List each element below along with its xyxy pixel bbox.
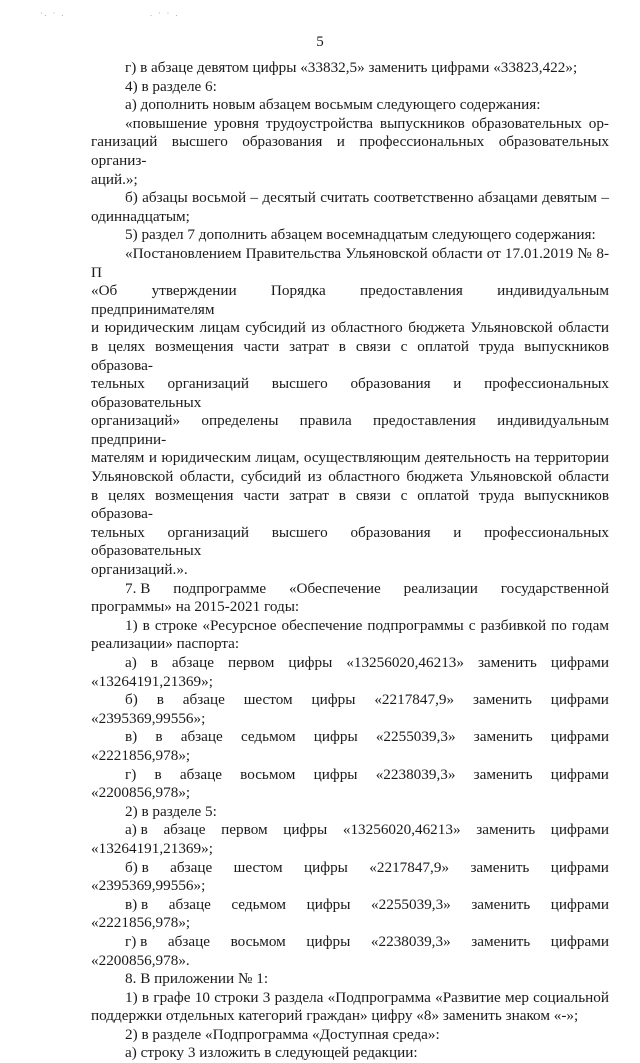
word: абзаце bbox=[170, 858, 213, 876]
text-line: а) строку 3 изложить в следующей редакции: bbox=[125, 1044, 418, 1062]
text-line: 2) в разделе 5: bbox=[125, 802, 217, 820]
word: цифры bbox=[313, 765, 358, 783]
word: цифрами bbox=[550, 895, 609, 913]
word: заменить bbox=[471, 932, 531, 950]
text-line-spread bbox=[91, 654, 609, 673]
word: «13256020,46213» bbox=[346, 654, 464, 671]
word: г) в bbox=[125, 932, 148, 950]
text-line: «2221856,978»; bbox=[91, 914, 191, 932]
word: цифрами bbox=[550, 858, 609, 876]
word: в bbox=[155, 728, 163, 746]
word: в bbox=[154, 765, 162, 783]
word: абзаце bbox=[168, 895, 211, 913]
word: первом bbox=[227, 654, 275, 671]
text-line: «2395369,99556»; bbox=[91, 709, 206, 727]
text-line-spread bbox=[91, 896, 609, 915]
word: цифры bbox=[313, 728, 358, 746]
word: шестом bbox=[243, 691, 293, 709]
word: абзаце bbox=[180, 728, 223, 746]
word: цифрами bbox=[550, 654, 609, 671]
word: б) bbox=[125, 691, 138, 709]
word: первом bbox=[221, 821, 268, 839]
text-line-spread bbox=[91, 821, 609, 840]
text-line: организаций.». bbox=[91, 561, 188, 579]
text-line: «2221856,978»; bbox=[91, 746, 191, 764]
text-line: б) абзацы восьмой – десятый считать соответственно абзацами девятым – bbox=[125, 189, 609, 207]
scan-mark-left: ·. · . bbox=[40, 9, 66, 18]
word: цифрами bbox=[550, 821, 609, 839]
word: седьмом bbox=[231, 895, 287, 913]
word: цифрами bbox=[550, 691, 609, 709]
word: цифры bbox=[283, 821, 328, 839]
word: а) bbox=[125, 654, 137, 671]
word: «Обеспечение bbox=[288, 579, 381, 597]
word: цифры bbox=[288, 654, 333, 671]
word: «2238039,3» bbox=[375, 765, 456, 783]
text-line: 5) раздел 7 дополнить абзацем восемнадцатым следующего содержания: bbox=[125, 226, 596, 244]
text-line: и юридическим лицам субсидий из областного бюджета Ульяновской области bbox=[91, 319, 609, 337]
word: в bbox=[150, 654, 158, 671]
word: восьмом bbox=[230, 932, 286, 950]
word: «2217847,9» bbox=[374, 691, 455, 709]
word: заменить bbox=[471, 895, 531, 913]
text-line: «Постановлением Правительства Ульяновской области от 17.01.2019 № 8-П bbox=[91, 244, 609, 281]
text-line: 1) в графе 10 строки 3 раздела «Подпрограмма «Развитие мер социальной bbox=[125, 988, 609, 1006]
word: абзаце bbox=[171, 654, 214, 671]
word: абзаце bbox=[179, 765, 222, 783]
word: б) в bbox=[125, 858, 149, 876]
word: цифры bbox=[303, 858, 348, 876]
word: абзаце bbox=[163, 821, 206, 839]
text-line: а) дополнить новым абзацем восьмым следующего содержания: bbox=[125, 96, 541, 114]
word: «2255039,3» bbox=[375, 728, 456, 746]
text-line: мателям и юридическим лицам, осуществляющим деятельность на территории bbox=[91, 449, 609, 467]
page-number: 5 bbox=[316, 34, 324, 50]
word: а) в bbox=[125, 821, 148, 839]
word: седьмом bbox=[240, 728, 296, 746]
text-line: г) в абзаце девятом цифры «33832,5» заменить цифрами «33823,422»; bbox=[125, 59, 578, 76]
word: цифрами bbox=[550, 765, 609, 783]
word: «2255039,3» bbox=[371, 895, 451, 913]
text-line: «13264191,21369»; bbox=[91, 839, 213, 857]
text-line: одиннадцатым; bbox=[91, 207, 190, 225]
word: заменить bbox=[473, 765, 533, 783]
text-line: 8. В приложении № 1: bbox=[125, 970, 269, 988]
word: абзаце bbox=[182, 691, 225, 709]
word: цифры bbox=[311, 691, 356, 709]
text-line: 2) в разделе «Подпрограмма «Доступная среда»: bbox=[125, 1025, 440, 1043]
word: 7. В bbox=[125, 579, 151, 597]
text-line: 1) в строке «Ресурсное обеспечение подпрограммы с разбивкой по годам bbox=[125, 616, 609, 634]
word: цифрами bbox=[550, 728, 609, 746]
word: «13256020,46213» bbox=[342, 821, 461, 839]
text-line-spread bbox=[91, 580, 609, 599]
text-line: «повышение уровня трудоустройства выпускников образовательных ор- bbox=[125, 114, 609, 132]
word: подпрограмме bbox=[173, 579, 267, 597]
word: шестом bbox=[233, 858, 283, 876]
word: цифры bbox=[306, 895, 351, 913]
text-line: тельных организаций высшего образования и профессиональных образовательных bbox=[91, 375, 609, 411]
word: «2238039,3» bbox=[370, 932, 451, 950]
word: в bbox=[156, 691, 164, 709]
text-line: в целях возмещения части затрат в связи с оплатой труда выпускников образова- bbox=[91, 486, 609, 523]
text-line: ганизаций высшего образования и профессиональных образовательных организ- bbox=[91, 133, 609, 169]
text-line: организаций» определены правила предоставления индивидуальным предприни- bbox=[91, 412, 609, 448]
text-line: реализации» паспорта: bbox=[91, 635, 240, 653]
word: реализации bbox=[403, 579, 478, 597]
text-line: 4) в разделе 6: bbox=[125, 77, 217, 95]
text-line-spread bbox=[91, 728, 609, 747]
word: «2217847,9» bbox=[369, 858, 450, 876]
scan-mark-right: . · · . bbox=[150, 9, 180, 18]
text-line: тельных организаций высшего образования и профессиональных образовательных bbox=[91, 523, 609, 560]
text-line-spread bbox=[91, 933, 609, 952]
word: государственной bbox=[500, 579, 609, 597]
word: заменить bbox=[477, 654, 537, 671]
word: цифры bbox=[306, 932, 351, 950]
word: г) bbox=[125, 765, 137, 783]
text-line: Ульяновской области, субсидий из областного бюджета Ульяновской области bbox=[91, 468, 609, 486]
text-line: «Об утверждении Порядка предоставления индивидуальным предпринимателям bbox=[91, 282, 609, 318]
text-line-spread bbox=[91, 766, 609, 785]
text-line: «2200856,978»; bbox=[91, 784, 191, 802]
text-line: поддержки отдельных категорий граждан» цифру «8» заменить знаком «-»; bbox=[91, 1007, 579, 1025]
word: в) в bbox=[125, 895, 149, 913]
text-line: «2200856,978». bbox=[91, 951, 190, 969]
word: заменить bbox=[476, 821, 536, 839]
text-line: программы» на 2015-2021 годы: bbox=[91, 598, 300, 616]
word: в) bbox=[125, 728, 138, 746]
word: заменить bbox=[473, 728, 533, 746]
word: заменить bbox=[472, 691, 532, 709]
text-line: «13264191,21369»; bbox=[91, 672, 213, 690]
text-line: «2395369,99556»; bbox=[91, 877, 206, 895]
document-body bbox=[91, 59, 609, 1063]
word: цифрами bbox=[550, 932, 609, 950]
word: восьмом bbox=[240, 765, 296, 783]
word: абзаце bbox=[167, 932, 210, 950]
text-line-spread bbox=[91, 691, 609, 710]
text-line-spread bbox=[91, 859, 609, 878]
text-line: в целях возмещения части затрат в связи с оплатой труда выпускников образова- bbox=[91, 337, 609, 374]
text-line: аций.»; bbox=[91, 170, 138, 188]
word: заменить bbox=[470, 858, 530, 876]
